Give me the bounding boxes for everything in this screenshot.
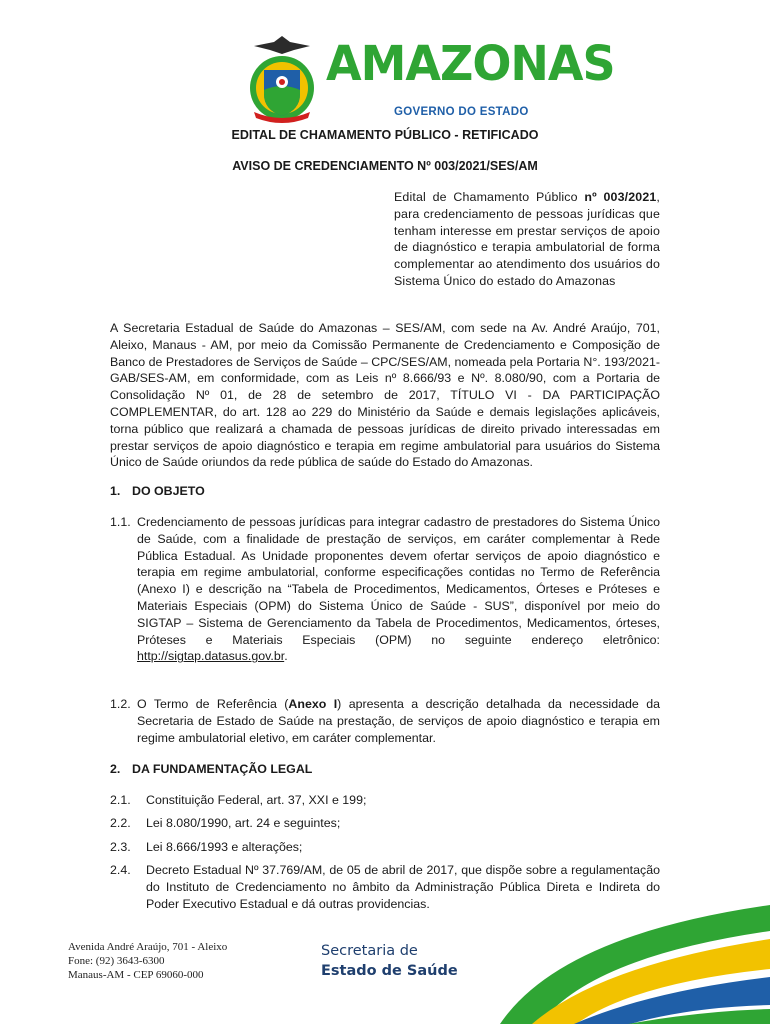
item-number: 2.2. bbox=[110, 816, 131, 830]
sigtap-link[interactable]: http://sigtap.datasus.gov.br bbox=[137, 649, 285, 664]
item-number: 1.2. bbox=[110, 697, 131, 711]
item-bold: Anexo I bbox=[288, 697, 338, 711]
section-heading-objeto bbox=[110, 484, 205, 498]
item-number: 2.3. bbox=[110, 840, 131, 854]
document-title: EDITAL DE CHAMAMENTO PÚBLICO - RETIFICADO bbox=[231, 128, 539, 142]
brand-subtitle: GOVERNO DO ESTADO bbox=[394, 106, 529, 118]
item-end: . bbox=[284, 649, 288, 664]
phone-line: Fone: (92) 3643-6300 bbox=[68, 955, 165, 967]
section-number: 2. bbox=[110, 762, 121, 776]
coat-of-arms-icon bbox=[244, 32, 320, 124]
intro-paragraph: A Secretaria Estadual de Saúde do Amazonas – SES/AM, com sede na Av. André Araújo, 701, Aleixo, Manaus - AM, por meio da Comissão Permanente de Credenciamento e Composição de Banco de Prestadores de Serviços de Saúde – CPC/SES/AM, nomeada pela Portaria N°. 193/2021- GAB/SES-AM, em conformidade, com as Leis nº 8.666/93 e Nº. 8.080/90, com a Portaria de Consolidação Nº 01, de 28 de setembro de 2017, TÍTULO VI - DA PARTICIPAÇÃO COMPLEMENTAR, do art. 128 ao 229 do Ministério da Saúde e demais legislações aplicáveis, torna público que realizará a chamada de pessoas jurídicas de direito privado interessadas em prestar serviços de apoio diagnóstico e terapia em regime ambulatorial para usuários do Sistema Único de Saúde oriundos da rede pública de saúde do Estado do Amazonas. bbox=[110, 321, 660, 470]
item-text bbox=[137, 696, 660, 746]
item-number: 2.4. bbox=[110, 863, 131, 877]
item-number: 1.1. bbox=[110, 515, 131, 529]
section-heading-fundamentacao bbox=[110, 762, 312, 776]
secretaria-name: Estado de Saúde bbox=[321, 963, 458, 979]
item-number: 2.1. bbox=[110, 793, 131, 807]
item-text: Constituição Federal, art. 37, XXI e 199; bbox=[146, 793, 367, 807]
summary-number: nº 003/2021 bbox=[584, 190, 657, 204]
decorative-swoosh bbox=[470, 895, 770, 1024]
brand-name: AMAZONAS bbox=[326, 34, 615, 92]
item-text: Lei 8.080/1990, art. 24 e seguintes; bbox=[146, 816, 341, 830]
item-rest: ) apresenta a descrição detalhada da necessidade da Secretaria de Estado de Saúde na prestação, de serviços de apoio diagnóstico e terapia em regime ambulatorial eletivo, em caráter complementar. bbox=[137, 697, 660, 745]
item-text bbox=[137, 514, 660, 665]
list-item bbox=[110, 696, 660, 746]
document-subtitle: AVISO DE CREDENCIAMENTO Nº 003/2021/SES/AM bbox=[232, 159, 538, 173]
section-number: 1. bbox=[110, 484, 121, 498]
section-title: DA FUNDAMENTAÇÃO LEGAL bbox=[132, 762, 313, 776]
list-item bbox=[110, 792, 660, 809]
section-title: DO OBJETO bbox=[132, 484, 205, 498]
item-text: Decreto Estadual Nº 37.769/AM, de 05 de abril de 2017, que dispõe sobre a regulamentação do Instituto de Credenciamento no âmbito da Administração Pública Direta e Indireta do Poder Executivo Estadual e dá outras providencias. bbox=[146, 863, 660, 911]
summary-prefix: Edital de Chamamento Público bbox=[394, 190, 585, 204]
state-logo bbox=[244, 32, 615, 124]
address-line: Avenida André Araújo, 701 - Aleixo bbox=[68, 941, 228, 953]
footer-address bbox=[68, 940, 227, 982]
edital-summary bbox=[394, 189, 660, 290]
item-prefix: O Termo de Referência ( bbox=[137, 697, 289, 711]
footer-secretaria bbox=[321, 941, 458, 981]
item-text: Lei 8.666/1993 e alterações; bbox=[146, 840, 303, 854]
summary-rest: , para credenciamento de pessoas jurídicas que tenham interesse em prestar serviços de apoio de diagnóstico e terapia ambulatorial de forma complementar ao atendimento dos usuários do Sistema Único do estado do Amazonas bbox=[394, 190, 660, 288]
secretaria-line: Secretaria de bbox=[321, 943, 418, 959]
list-item bbox=[110, 839, 660, 856]
list-item bbox=[110, 815, 660, 832]
item-body: Credenciamento de pessoas jurídicas para integrar cadastro de prestadores do Sistema Único de Saúde, com a finalidade de prestação de serviços, em caráter complementar à Rede Pública Estadual. As Unidade proponentes devem ofertar serviços de apoio diagnóstico e terapia em regime ambulatorial, conforme especificações contidas no Termo de Referência (Anexo I) e descrição na “Tabela de Procedimentos, Medicamentos, Órteses e Próteses e Materiais Especiais (OPM) do Sistema Único de Saúde - SUS”, disponível por meio do SIGTAP – Sistema de Gerenciamento da Tabela de Procedimentos, Medicamentos, órteses, Próteses e Materiais Especiais (OPM) no seguinte endereço eletrônico: bbox=[137, 515, 660, 647]
city-line: Manaus-AM - CEP 69060-000 bbox=[68, 969, 204, 981]
list-item bbox=[110, 514, 660, 665]
